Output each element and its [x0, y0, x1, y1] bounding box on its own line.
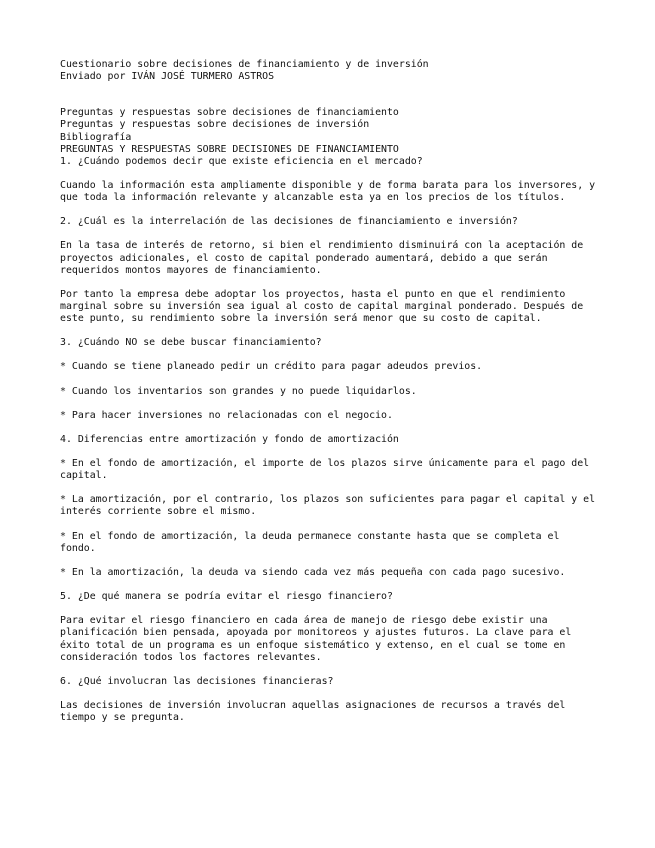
question-6: 6. ¿Qué involucran las decisiones financieras? [60, 675, 334, 687]
answer-4-bullet-4: * En la amortización, la deuda va siendo cada vez más pequeña con cada pago sucesivo. [60, 566, 566, 578]
answer-1: Cuando la información esta ampliamente disponible y de forma barata para los inversores, y que toda la información relevante y alcanzable esta ya en los precios de los títulos. [60, 179, 596, 204]
question-3: 3. ¿Cuándo NO se debe buscar financiamiento? [60, 337, 322, 349]
answer-4-bullet-3: * En el fondo de amortización, la deuda permanece constante hasta que se completa el fondo. [60, 530, 560, 554]
toc-link-inversion[interactable]: Preguntas y respuestas sobre decisiones de inversión [60, 119, 370, 131]
toc-link-financiamiento[interactable]: Preguntas y respuestas sobre decisiones de financiamiento [60, 107, 399, 119]
toc-link-bibliografia[interactable]: Bibliografía [60, 131, 132, 143]
answer-6: Las decisiones de inversión involucran aquellas asignaciones de recursos a través del tiempo y se pregunta. [60, 699, 566, 724]
answer-3-bullet-3: * Para hacer inversiones no relacionadas con el negocio. [60, 409, 393, 421]
answer-4-bullet-1: * En el fondo de amortización, el importe de los plazos sirve únicamente para el pago del capital. [60, 458, 590, 482]
question-4: 4. Diferencias entre amortización y fondo de amortización [60, 433, 399, 445]
answer-4-bullet-2: * La amortización, por el contrario, los plazos son suficientes para pagar el capital y el interés corriente sobre el mismo. [60, 494, 596, 518]
document-title: Cuestionario sobre decisiones de financiamiento y de inversión [60, 59, 429, 70]
section-title: PREGUNTAS Y RESPUESTAS SOBRE DECISIONES DE FINANCIAMIENTO [60, 143, 399, 155]
answer-3-bullet-1: * Cuando se tiene planeado pedir un crédito para pagar adeudos previos. [60, 361, 483, 373]
author-line: Enviado por IVÁN JOSÉ TURMERO ASTROS [60, 71, 275, 83]
document-page [60, 59, 600, 724]
answer-2-paragraph-2: Por tanto la empresa debe adoptar los proyectos, hasta el punto en que el rendimiento marginal sobre su inversión sea igual al costo de capital marginal ponderado. Después de este punto, su rendimiento sobre la inversión será menor que su costo de capital. [60, 288, 584, 324]
question-2: 2. ¿Cuál es la interrelación de las decisiones de financiamiento e inversión? [60, 216, 518, 228]
answer-2-paragraph-1: En la tasa de interés de retorno, si bien el rendimiento disminuirá con la aceptación de proyectos adicionales, el costo de capital ponderado aumentará, debido a que serán requeridos montos mayores de financiamiento. [60, 240, 584, 276]
question-5: 5. ¿De qué manera se podría evitar el riesgo financiero? [60, 591, 393, 603]
question-1: 1. ¿Cuándo podemos decir que existe eficiencia en el mercado? [60, 155, 423, 167]
answer-3-bullet-2: * Cuando los inventarios son grandes y no puede liquidarlos. [60, 385, 417, 397]
answer-5: Para evitar el riesgo financiero en cada área de manejo de riesgo debe existir una planificación bien pensada, apoyada por monitoreos y ajustes futuros. La clave para el éxito total de un programa es un enfoque sistemático y extenso, en el cual se tome en consideración todos los factores relevantes. [60, 615, 572, 663]
